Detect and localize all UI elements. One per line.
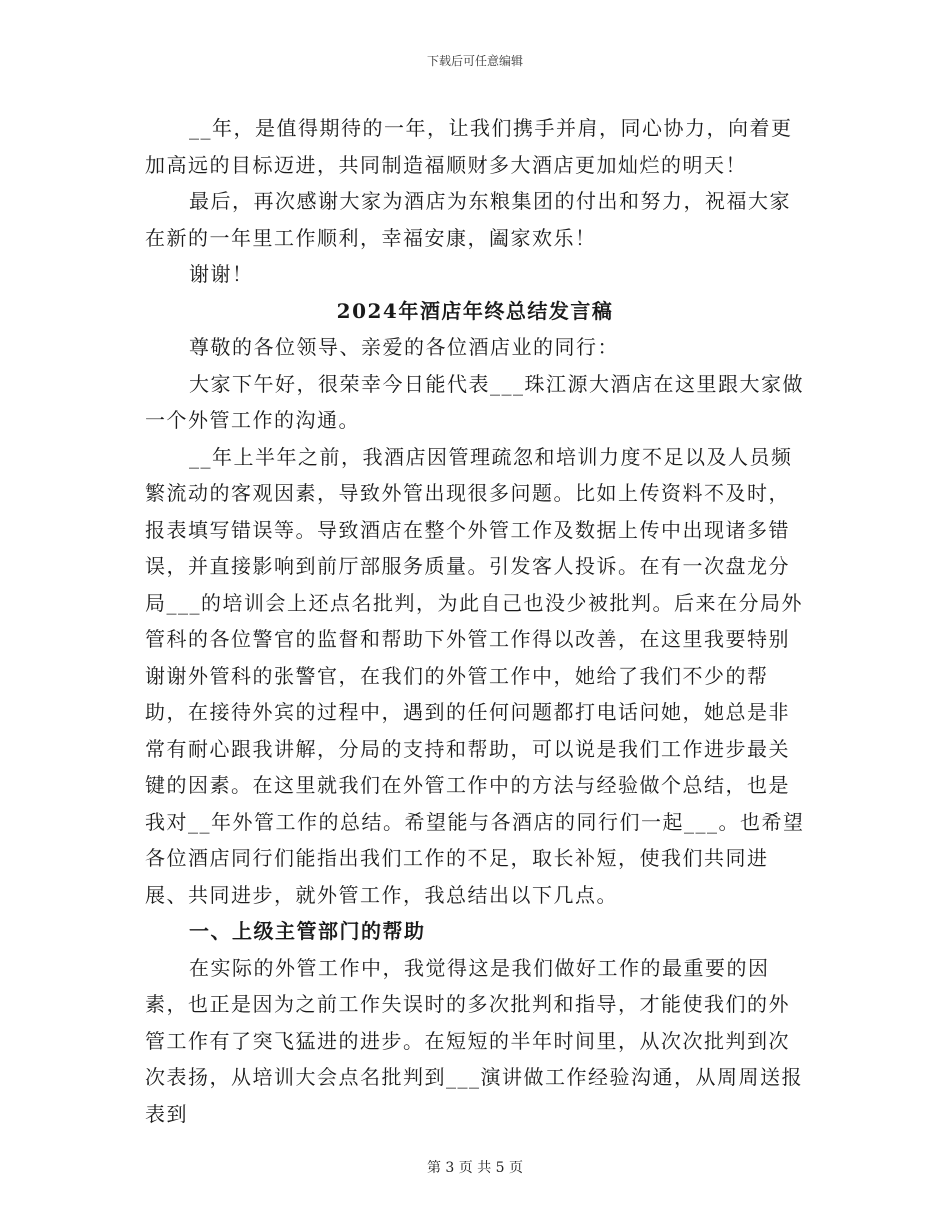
document-title: 2024年酒店年终总结发言稿: [336, 298, 614, 323]
greeting-paragraph: 大家下午好，很荣幸今日能代表___珠江源大酒店在这里跟大家做一个外管工作的沟通。: [145, 371, 804, 432]
main-paragraph: __年上半年之前，我酒店因管理疏忽和培训力度不足以及人员频繁流动的客观因素，导致外管出现很多问题。比如上传资料不及时，报表填写错误等。导致酒店在整个外管工作及数据上传中出现诸多错误，并直接影响到前厅部服务质量。引发客人投诉。在有一次盘龙分局___的培训会上还点名批判，为此自己也没少被批判。后来在分局外管科的各位警官的监督和帮助下外管工作得以改善，在这里我要特别谢谢外管科的张警官，在我们的外管工作中，她给了我们不少的帮助，在接待外宾的过程中，遇到的任何问题都打电话问她，她总是非常有耐心跟我讲解，分局的支持和帮助，可以说是我们工作进步最关键的因素。在这里就我们在外管工作中的方法与经验做个总结，也是我对__年外管工作的总结。希望能与各酒店的同行们一起___。也希望各位酒店同行们能指出我们工作的不足，取长补短，使我们共同进展、共同进步，就外管工作，我总结出以下几点。: [145, 444, 805, 907]
paragraph-thanks: 最后，再次感谢大家为酒店为东粮集团的付出和努力，祝福大家在新的一年里工作顺利，幸福安康，阖家欢乐！: [145, 189, 791, 250]
paragraph-closing: 谢谢！: [189, 262, 254, 286]
page-number: 第 3 页 共 5 页: [426, 1160, 524, 1176]
paragraph-new-year: __年，是值得期待的一年，让我们携手并肩，同心协力，向着更加高远的目标迈进，共同制造福顺财多大酒店更加灿烂的明天！: [145, 116, 793, 177]
section-heading: 一、上级主管部门的帮助: [189, 919, 426, 943]
page-header-note: 下载后可任意编辑: [426, 54, 523, 68]
salutation: 尊敬的各位领导、亲爱的各位酒店业的同行：: [189, 335, 619, 359]
section-paragraph: 在实际的外管工作中，我觉得这是我们做好工作的最重要的因素，也正是因为之前工作失误时的多次批判和指导，才能使我们的外管工作有了突飞猛进的进步。在短短的半年时间里，从次次批判到次次表扬，从培训大会点名批判到___演讲做工作经验沟通，从周周送报表到: [145, 955, 803, 1126]
document-body: [145, 110, 805, 1132]
